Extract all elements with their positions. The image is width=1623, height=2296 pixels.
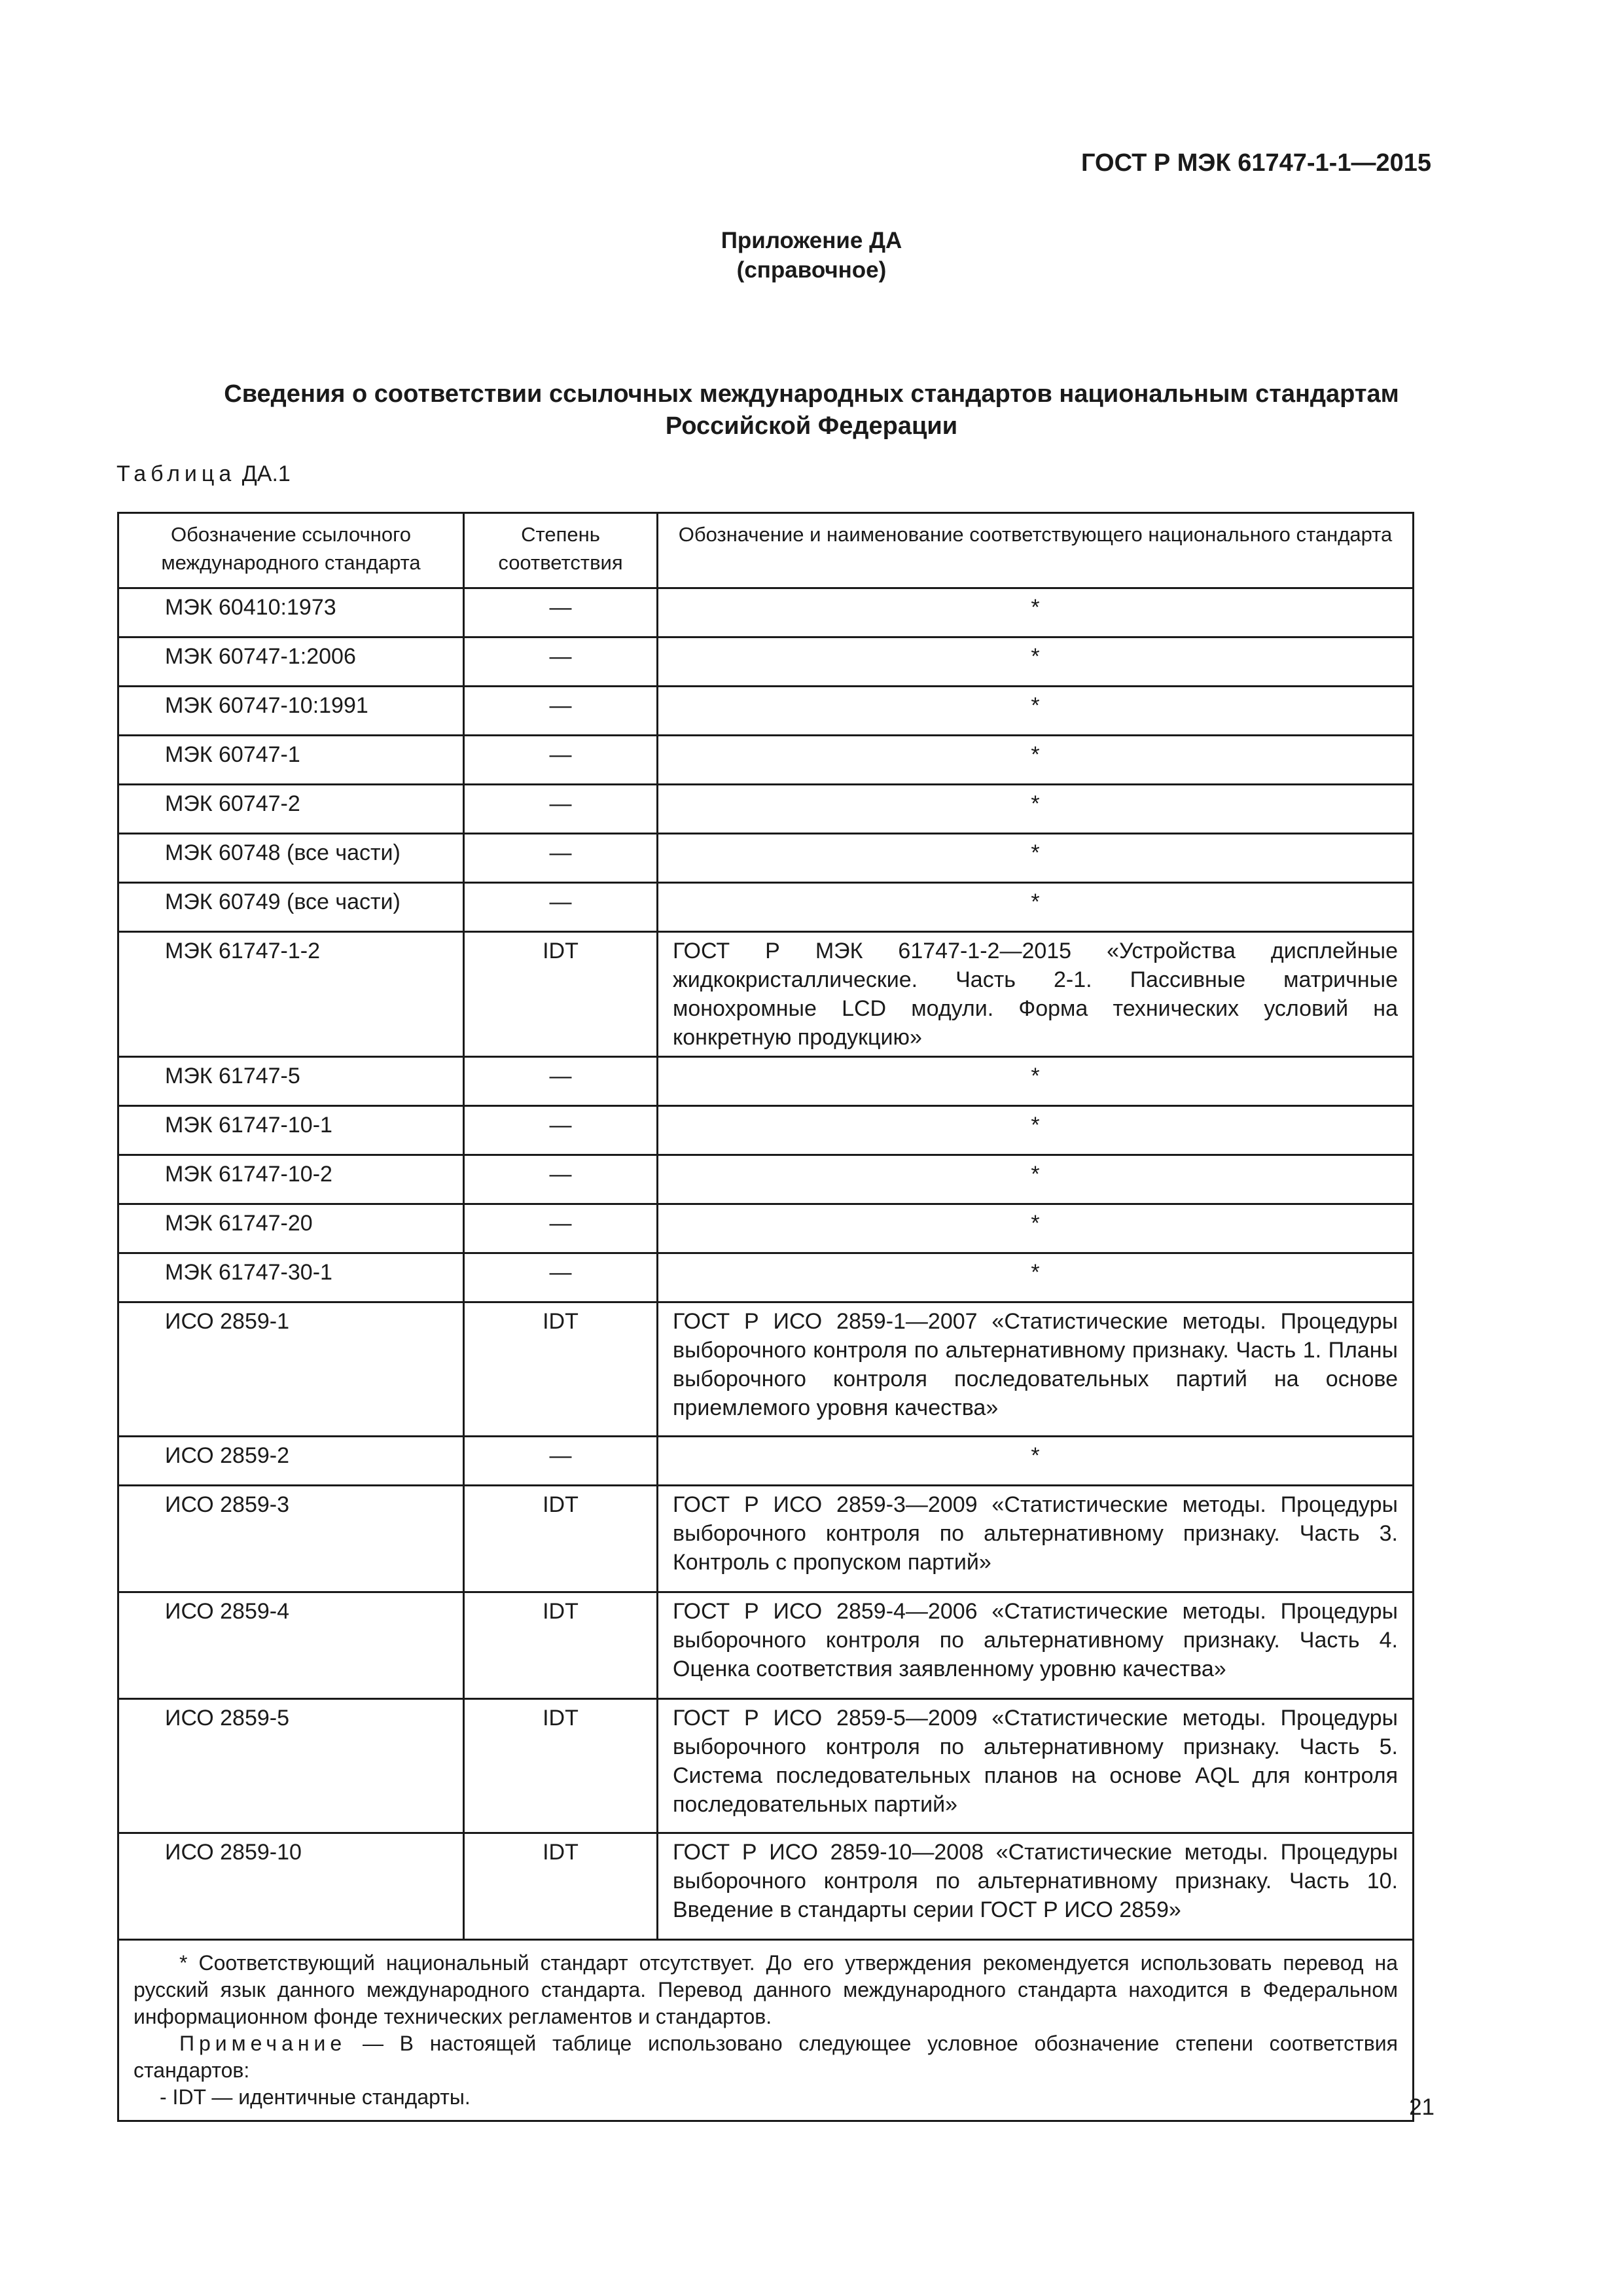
- cell-code: МЭК 61747-5: [118, 1057, 464, 1106]
- annex-type: (справочное): [736, 257, 887, 283]
- cell-code: МЭК 61747-1-2: [118, 932, 464, 1057]
- cell-code: МЭК 60747-1:2006: [118, 637, 464, 687]
- cell-code: МЭК 61747-30-1: [118, 1253, 464, 1302]
- cell-code: МЭК 61747-20: [118, 1204, 464, 1253]
- cell-degree: —: [464, 1155, 658, 1204]
- cell-national: ГОСТ Р МЭК 61747-1-2—2015 «Устройства дисплейные жидкокристаллические. Часть 2-1. Пассивные матричные монохромные LCD модули. Форма технических условий на конкретную продукцию»: [658, 932, 1414, 1057]
- table-row: [118, 785, 1414, 834]
- annex-title: Приложение ДА: [721, 228, 902, 253]
- table-row: [118, 1833, 1414, 1940]
- cell-degree: —: [464, 1253, 658, 1302]
- cell-national: *: [658, 1204, 1414, 1253]
- cell-degree: IDT: [464, 1592, 658, 1699]
- cell-national: *: [658, 1057, 1414, 1106]
- cell-national: ГОСТ Р ИСО 2859-4—2006 «Статистические методы. Процедуры выборочного контроля по альтернативному признаку. Часть 4. Оценка соответствия заявленному уровню качества»: [658, 1592, 1414, 1699]
- cell-code: ИСО 2859-5: [118, 1699, 464, 1833]
- cell-national: ГОСТ Р ИСО 2859-5—2009 «Статистические методы. Процедуры выборочного контроля по альтернативному признаку. Часть 5. Система последовательных планов на основе AQL для контроля последовательных партий»: [658, 1699, 1414, 1833]
- table-header-row: [118, 513, 1414, 588]
- cell-code: МЭК 61747-10-2: [118, 1155, 464, 1204]
- cell-national: ГОСТ Р ИСО 2859-1—2007 «Статистические методы. Процедуры выборочного контроля по альтернативному признаку. Часть 1. Планы выборочного контроля последовательных партий на основе приемлемого уровня качества»: [658, 1302, 1414, 1437]
- cell-degree: —: [464, 736, 658, 785]
- table-row: [118, 637, 1414, 687]
- cell-degree: —: [464, 588, 658, 637]
- table-row: [118, 1486, 1414, 1592]
- footnote-legend: - IDT — идентичные стандарты.: [160, 2085, 471, 2109]
- cell-national: ГОСТ Р ИСО 2859-3—2009 «Статистические методы. Процедуры выборочного контроля по альтернативному признаку. Часть 3. Контроль с пропуском партий»: [658, 1486, 1414, 1592]
- cell-degree: —: [464, 1204, 658, 1253]
- cell-degree: —: [464, 687, 658, 736]
- table-row: [118, 1155, 1414, 1204]
- document-code: ГОСТ Р МЭК 61747-1-1—2015: [1081, 149, 1431, 177]
- cell-code: ИСО 2859-2: [118, 1437, 464, 1486]
- annex-heading: [118, 378, 1505, 442]
- note-label: Примечание: [179, 2032, 347, 2055]
- cell-national: *: [658, 834, 1414, 883]
- annex-heading-line-1: Сведения о соответствии ссылочных международных стандартов национальным стандартам: [224, 380, 1399, 408]
- table-row: [118, 1106, 1414, 1155]
- note-text: — В настоящей таблице использовано следующее условное обозначение степени соответствия стандартов:: [134, 2032, 1398, 2082]
- cell-code: ИСО 2859-3: [118, 1486, 464, 1592]
- table-row: [118, 736, 1414, 785]
- cell-national: *: [658, 883, 1414, 932]
- page-number: 21: [1409, 2094, 1435, 2120]
- cell-code: ИСО 2859-10: [118, 1833, 464, 1940]
- cell-code: МЭК 60747-1: [118, 736, 464, 785]
- table-row: [118, 1302, 1414, 1437]
- cell-code: МЭК 60748 (все части): [118, 834, 464, 883]
- table-row: [118, 588, 1414, 637]
- cell-degree: —: [464, 1106, 658, 1155]
- cell-national: *: [658, 687, 1414, 736]
- header-degree: Степень соответствия: [464, 513, 658, 588]
- table-row: [118, 1057, 1414, 1106]
- cell-national: *: [658, 785, 1414, 834]
- cell-code: ИСО 2859-4: [118, 1592, 464, 1699]
- cell-national: *: [658, 588, 1414, 637]
- cell-degree: —: [464, 1437, 658, 1486]
- table-row: [118, 834, 1414, 883]
- table-caption: [116, 461, 291, 487]
- cell-degree: IDT: [464, 1833, 658, 1940]
- table-footnote-row: [118, 1940, 1414, 2121]
- table-row: [118, 1437, 1414, 1486]
- cell-degree: —: [464, 883, 658, 932]
- cell-degree: IDT: [464, 932, 658, 1057]
- cell-code: МЭК 61747-10-1: [118, 1106, 464, 1155]
- cell-degree: —: [464, 1057, 658, 1106]
- cell-code: МЭК 60747-2: [118, 785, 464, 834]
- cell-degree: IDT: [464, 1486, 658, 1592]
- cell-code: МЭК 60410:1973: [118, 588, 464, 637]
- table-row: [118, 1204, 1414, 1253]
- table-footnote: [118, 1940, 1414, 2121]
- table-row: [118, 1253, 1414, 1302]
- standards-table: [117, 512, 1414, 2122]
- table-row: [118, 1699, 1414, 1833]
- footnote-star: * Соответствующий национальный стандарт отсутствует. До его утверждения рекомендуется использовать перевод на русский язык данного международного стандарта. Перевод данного международного стандарта находится в Федеральном информационном фонде технических регламентов и стандартов.: [134, 1951, 1398, 2028]
- table-caption-number: ДА.1: [241, 461, 291, 486]
- footnote-note: [134, 2030, 1398, 2084]
- cell-code: МЭК 60747-10:1991: [118, 687, 464, 736]
- table-row: [118, 1592, 1414, 1699]
- cell-national: *: [658, 736, 1414, 785]
- header-international-standard: Обозначение ссылочного международного стандарта: [118, 513, 464, 588]
- table-row: [118, 932, 1414, 1057]
- table-caption-label: Таблица: [116, 461, 236, 486]
- annex-heading-line-2: Российской Федерации: [665, 412, 958, 440]
- cell-degree: —: [464, 785, 658, 834]
- table-row: [118, 883, 1414, 932]
- cell-national: *: [658, 1106, 1414, 1155]
- cell-national: *: [658, 1437, 1414, 1486]
- cell-code: МЭК 60749 (все части): [118, 883, 464, 932]
- cell-national: *: [658, 637, 1414, 687]
- cell-national: *: [658, 1155, 1414, 1204]
- header-national-standard: Обозначение и наименование соответствующего национального стандарта: [658, 513, 1414, 588]
- cell-code: ИСО 2859-1: [118, 1302, 464, 1437]
- cell-degree: —: [464, 834, 658, 883]
- cell-national: ГОСТ Р ИСО 2859-10—2008 «Статистические методы. Процедуры выборочного контроля по альтернативному признаку. Часть 10. Введение в стандарты серии ГОСТ Р ИСО 2859»: [658, 1833, 1414, 1940]
- cell-national: *: [658, 1253, 1414, 1302]
- cell-degree: —: [464, 637, 658, 687]
- table-row: [118, 687, 1414, 736]
- cell-degree: IDT: [464, 1699, 658, 1833]
- cell-degree: IDT: [464, 1302, 658, 1437]
